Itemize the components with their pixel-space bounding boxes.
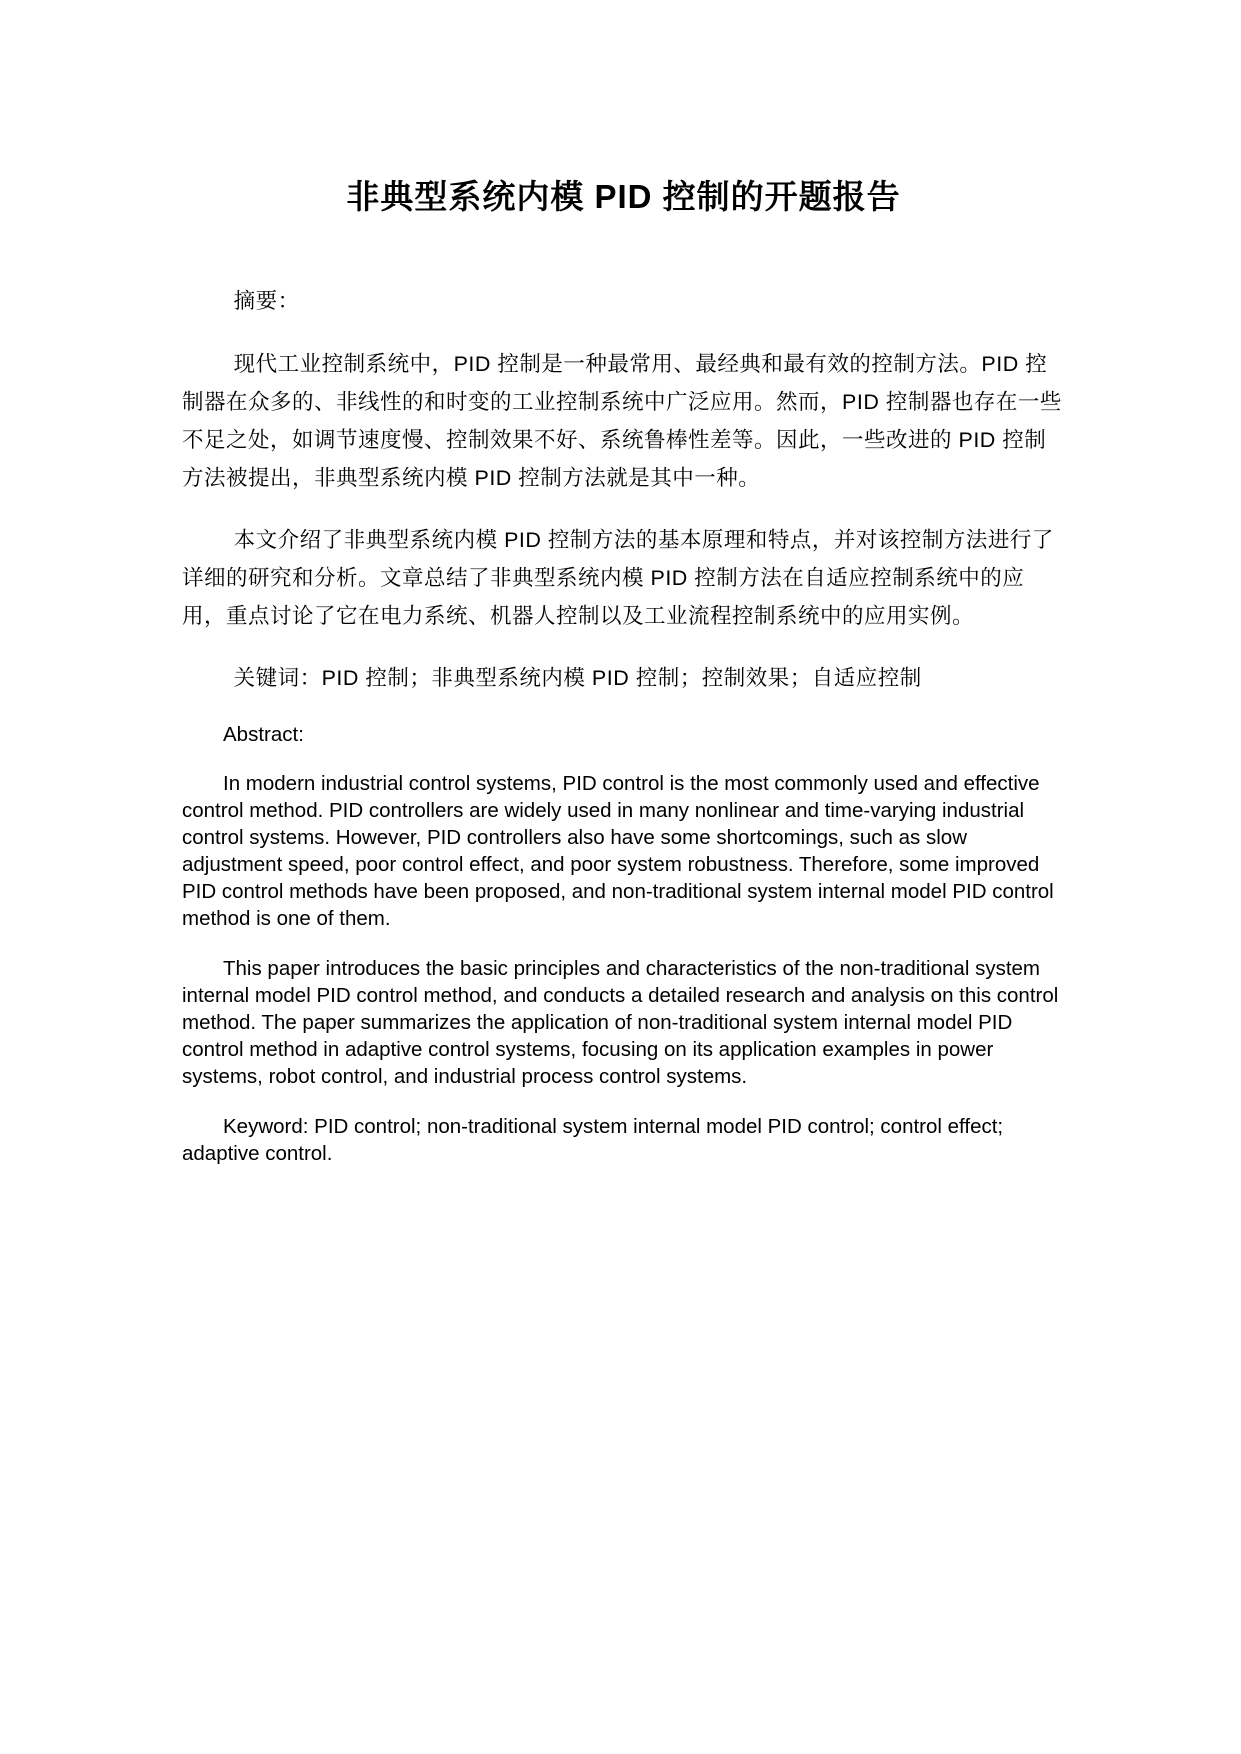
keywords-cn-line: 关键词：PID 控制；非典型系统内模 PID 控制；控制效果；自适应控制 bbox=[233, 666, 922, 690]
abstract-cn-paragraph-2: 本文介绍了非典型系统内模 PID 控制方法的基本原理和特点，并对该控制方法进行了详细的研究和分析。文章总结了非典型系统内模 PID 控制方法在自适应控制系统中的应用，重点讨论了它在电力系统、机器人控制以及工业流程控制系统中的应用实例。 bbox=[182, 528, 1054, 628]
document-title: 非典型系统内模 PID 控制的开题报告 bbox=[346, 178, 901, 215]
abstract-en-paragraph-1: In modern industrial control systems, PID control is the most commonly used and effective control method. PID controllers are widely used in many nonlinear and time-varying industrial control systems. However, PID controllers also have some shortcomings, such as slow adjustment speed, poor control effect, and poor system robustness. Therefore, some improved PID control methods have been proposed, and non-traditional system internal model PID control method is one of them. bbox=[182, 772, 1054, 930]
abstract-en-paragraph-2: This paper introduces the basic principles and characteristics of the non-traditional system internal model PID control method, and conducts a detailed research and analysis on this control method. The paper summarizes the application of non-traditional system internal model PID control method in adaptive control systems, focusing on its application examples in power systems, robot control, and industrial process control systems. bbox=[182, 957, 1059, 1088]
abstract-cn-heading: 摘要： bbox=[233, 289, 300, 313]
keywords-en-line: Keyword: PID control; non-traditional system internal model PID control; control effect; adaptive control. bbox=[182, 1115, 1004, 1165]
abstract-cn-paragraph-1: 现代工业控制系统中，PID 控制是一种最常用、最经典和最有效的控制方法。PID 控制器在众多的、非线性的和时变的工业控制系统中广泛应用。然而，PID 控制器也存在一些不足之处，如调节速度慢、控制效果不好、系统鲁棒性差等。因此，一些改进的 PID 控制方法被提出，非典型系统内模 PID 控制方法就是其中一种。 bbox=[182, 352, 1062, 490]
abstract-en-heading: Abstract: bbox=[223, 723, 304, 746]
